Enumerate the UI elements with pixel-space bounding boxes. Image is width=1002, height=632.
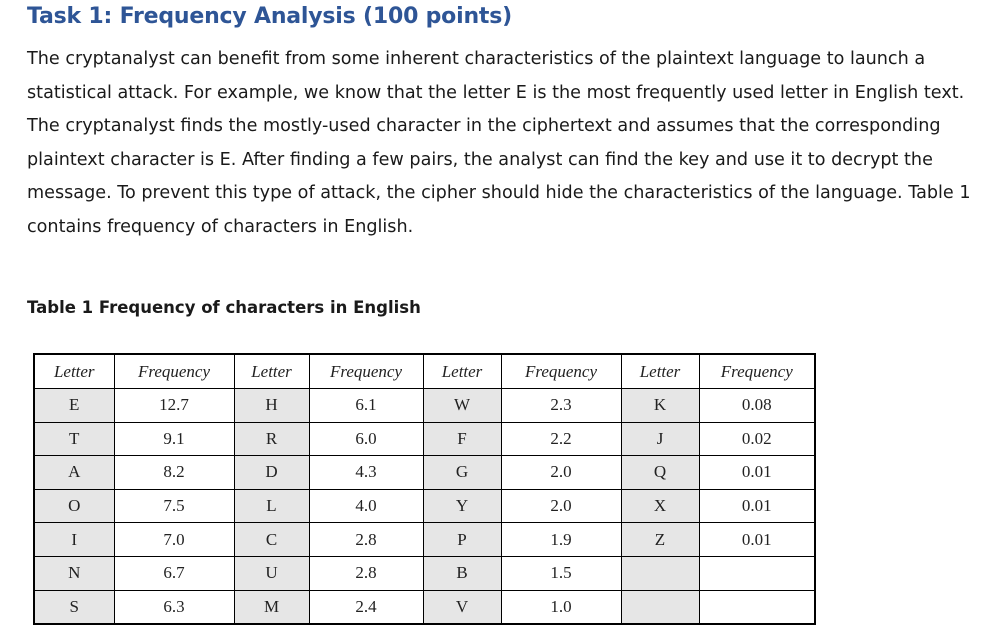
letter-cell: P	[423, 523, 501, 557]
header-row	[34, 354, 815, 389]
table-caption: Table 1 Frequency of characters in English	[27, 298, 421, 317]
letter-cell: H	[234, 389, 309, 423]
letter-cell: Q	[621, 456, 699, 490]
frequency-cell: 2.8	[309, 523, 423, 557]
frequency-cell: 6.7	[114, 556, 234, 590]
frequency-cell: 0.01	[699, 489, 815, 523]
frequency-cell: 4.0	[309, 489, 423, 523]
frequency-cell: 1.0	[501, 590, 621, 624]
frequency-cell: 1.5	[501, 556, 621, 590]
frequency-cell: 0.01	[699, 456, 815, 490]
frequency-cell: 12.7	[114, 389, 234, 423]
frequency-cell: 6.0	[309, 422, 423, 456]
letter-cell: Y	[423, 489, 501, 523]
column-header-frequency: Frequency	[501, 354, 621, 389]
frequency-cell-empty	[699, 556, 815, 590]
letter-cell: O	[34, 489, 114, 523]
frequency-cell: 9.1	[114, 422, 234, 456]
column-header-letter: Letter	[234, 354, 309, 389]
letter-cell: C	[234, 523, 309, 557]
letter-cell: W	[423, 389, 501, 423]
letter-cell: X	[621, 489, 699, 523]
table-row	[34, 489, 815, 523]
letter-cell-empty	[621, 556, 699, 590]
letter-cell: K	[621, 389, 699, 423]
letter-cell: E	[34, 389, 114, 423]
table-header	[34, 354, 815, 389]
column-header-frequency: Frequency	[699, 354, 815, 389]
frequency-cell: 0.01	[699, 523, 815, 557]
frequency-cell: 2.4	[309, 590, 423, 624]
frequency-cell: 7.0	[114, 523, 234, 557]
letter-cell: N	[34, 556, 114, 590]
section-heading: Task 1: Frequency Analysis (100 points)	[27, 4, 512, 29]
letter-cell: J	[621, 422, 699, 456]
letter-cell: T	[34, 422, 114, 456]
letter-cell: A	[34, 456, 114, 490]
letter-cell-empty	[621, 590, 699, 624]
letter-cell: I	[34, 523, 114, 557]
letter-cell: G	[423, 456, 501, 490]
table-row	[34, 422, 815, 456]
letter-cell: U	[234, 556, 309, 590]
table-body	[34, 389, 815, 625]
frequency-cell: 2.3	[501, 389, 621, 423]
letter-cell: R	[234, 422, 309, 456]
column-header-letter: Letter	[34, 354, 114, 389]
frequency-cell: 7.5	[114, 489, 234, 523]
frequency-cell: 1.9	[501, 523, 621, 557]
frequency-cell: 2.0	[501, 456, 621, 490]
frequency-cell: 6.1	[309, 389, 423, 423]
frequency-cell: 2.2	[501, 422, 621, 456]
letter-cell: L	[234, 489, 309, 523]
letter-cell: D	[234, 456, 309, 490]
column-header-frequency: Frequency	[309, 354, 423, 389]
table-row	[34, 556, 815, 590]
frequency-cell: 0.08	[699, 389, 815, 423]
table-row	[34, 389, 815, 423]
frequency-cell: 2.8	[309, 556, 423, 590]
letter-cell: V	[423, 590, 501, 624]
table-row	[34, 523, 815, 557]
frequency-cell: 0.02	[699, 422, 815, 456]
frequency-cell: 6.3	[114, 590, 234, 624]
frequency-cell: 4.3	[309, 456, 423, 490]
frequency-cell: 2.0	[501, 489, 621, 523]
column-header-letter: Letter	[621, 354, 699, 389]
letter-cell: F	[423, 422, 501, 456]
frequency-cell-empty	[699, 590, 815, 624]
column-header-frequency: Frequency	[114, 354, 234, 389]
intro-paragraph: The cryptanalyst can benefit from some inherent characteristics of the plaintext language to launch a statistical attack. For example, we know that the letter E is the most frequently used letter in English text. The cryptanalyst finds the mostly-used character in the ciphertext and assumes that the corresponding plaintext character is E. After finding a few pairs, the analyst can find the key and use it to decrypt the message. To prevent this type of attack, the cipher should hide the characteristics of the language. Table 1 contains frequency of characters in English.	[27, 49, 971, 237]
letter-cell: Z	[621, 523, 699, 557]
table-row	[34, 456, 815, 490]
column-header-letter: Letter	[423, 354, 501, 389]
letter-cell: B	[423, 556, 501, 590]
table-row	[34, 590, 815, 624]
letter-cell: S	[34, 590, 114, 624]
frequency-table	[33, 353, 816, 625]
frequency-cell: 8.2	[114, 456, 234, 490]
letter-cell: M	[234, 590, 309, 624]
